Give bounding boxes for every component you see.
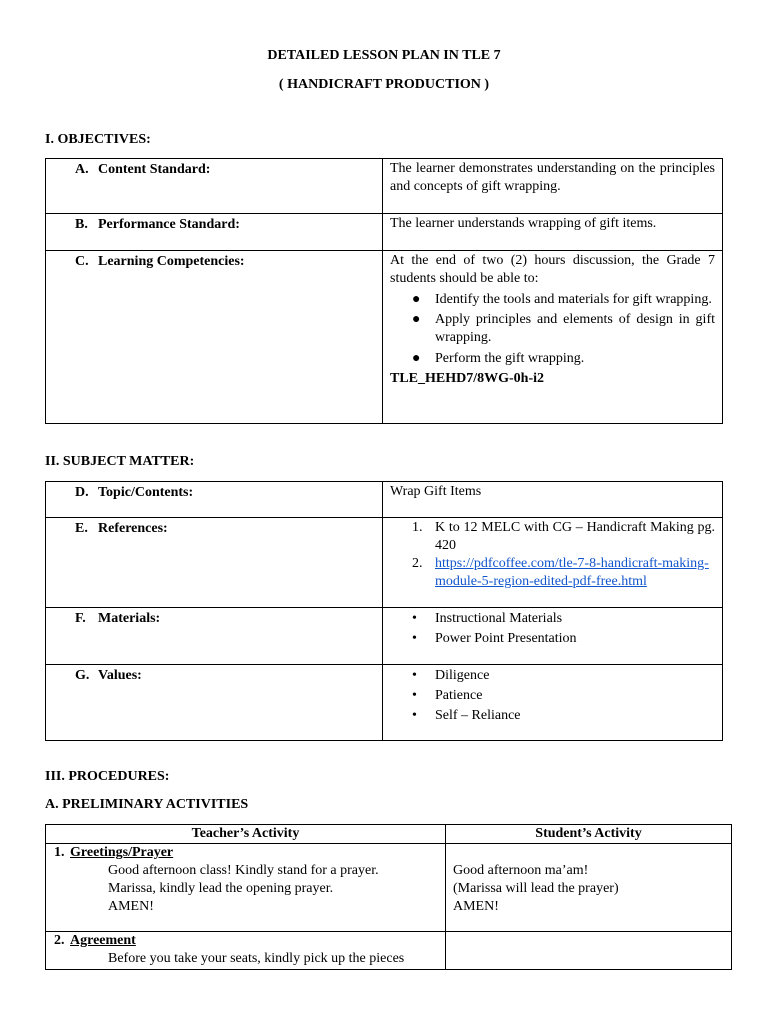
list-item-text: Patience bbox=[435, 688, 483, 703]
subject-matter-table bbox=[45, 481, 723, 741]
student-activity-header: Student’s Activity bbox=[446, 825, 732, 844]
row-label: Topic/Contents: bbox=[98, 485, 194, 500]
row-value: Wrap Gift Items bbox=[383, 482, 723, 518]
teacher-line: Marissa, kindly lead the opening prayer. bbox=[108, 881, 334, 896]
bullet-icon: ● bbox=[412, 312, 421, 327]
row-value: The learner demonstrates understanding on the principles and concepts of gift wrapping. bbox=[383, 159, 723, 214]
list-item-text: Identify the tools and materials for gift wrapping. bbox=[435, 292, 712, 307]
row-value: The learner understands wrapping of gift items. bbox=[383, 214, 723, 251]
teacher-line: AMEN! bbox=[108, 899, 154, 914]
row-label: Learning Competencies: bbox=[98, 254, 245, 269]
list-item bbox=[390, 707, 715, 725]
student-line: Good afternoon ma’am! bbox=[453, 863, 589, 878]
list-item-text: Instructional Materials bbox=[435, 611, 563, 626]
bullet-icon: • bbox=[412, 688, 417, 703]
reference-text: K to 12 MELC with CG – Handicraft Making pg. 420 bbox=[435, 520, 715, 553]
list-item bbox=[390, 291, 715, 309]
row-letter: F. bbox=[75, 611, 86, 626]
row-letter: D. bbox=[75, 485, 89, 500]
row-letter: A. bbox=[75, 162, 89, 177]
subject-row-references bbox=[46, 518, 723, 608]
list-item bbox=[390, 350, 715, 368]
bullet-icon: • bbox=[412, 668, 417, 683]
teacher-activity-header: Teacher’s Activity bbox=[46, 825, 446, 844]
list-number: 1. bbox=[412, 520, 423, 535]
list-item-text: Perform the gift wrapping. bbox=[435, 351, 585, 366]
teacher-line: Before you take your seats, kindly pick up the pieces bbox=[108, 951, 405, 966]
teacher-line: Good afternoon class! Kindly stand for a prayer. bbox=[108, 863, 379, 878]
document-title: DETAILED LESSON PLAN IN TLE 7 bbox=[267, 48, 501, 63]
competency-code: TLE_HEHD7/8WG-0h-i2 bbox=[390, 371, 545, 386]
student-line: (Marissa will lead the prayer) bbox=[453, 881, 619, 896]
document-subtitle: ( HANDICRAFT PRODUCTION ) bbox=[278, 77, 490, 92]
subject-matter-heading: II. SUBJECT MATTER: bbox=[45, 454, 195, 469]
list-item-text: Self – Reliance bbox=[435, 708, 521, 723]
student-cell-empty bbox=[446, 932, 732, 970]
subject-row-values bbox=[46, 665, 723, 741]
bullet-icon: ● bbox=[412, 292, 421, 307]
list-item-text: Apply principles and elements of design in gift wrapping. bbox=[435, 312, 715, 345]
competencies-intro: At the end of two (2) hours discussion, the Grade 7 students should be able to: bbox=[390, 253, 715, 286]
activities-table bbox=[45, 824, 732, 970]
step-title: 1. Greetings/Prayer bbox=[54, 845, 174, 860]
row-letter: E. bbox=[75, 521, 88, 536]
table-row bbox=[46, 844, 732, 932]
bullet-icon: • bbox=[412, 631, 417, 646]
student-line: AMEN! bbox=[453, 899, 499, 914]
row-letter: G. bbox=[75, 668, 90, 683]
row-label: Content Standard: bbox=[98, 162, 211, 177]
bullet-icon: • bbox=[412, 708, 417, 723]
values-list bbox=[390, 667, 715, 725]
step-title: 2. Agreement bbox=[54, 933, 136, 948]
list-item bbox=[390, 555, 715, 591]
table-row bbox=[46, 932, 732, 970]
objective-row-learning-competencies bbox=[46, 251, 723, 424]
reference-link[interactable]: https://pdfcoffee.com/tle-7-8-handicraft-making-module-5-region-edited-pdf-free.html bbox=[435, 556, 709, 589]
list-item bbox=[390, 667, 715, 685]
list-item-text: Diligence bbox=[435, 668, 490, 683]
list-item-text: Power Point Presentation bbox=[435, 631, 577, 646]
objectives-heading: I. OBJECTIVES: bbox=[45, 132, 151, 147]
objective-row-content-standard bbox=[46, 159, 723, 214]
list-item bbox=[390, 687, 715, 705]
subject-row-materials bbox=[46, 608, 723, 665]
list-item bbox=[390, 630, 715, 648]
preliminary-activities-heading: A. PRELIMINARY ACTIVITIES bbox=[45, 797, 249, 812]
objectives-table bbox=[45, 158, 723, 424]
row-label: References: bbox=[98, 521, 168, 536]
bullet-icon: ● bbox=[412, 351, 421, 366]
row-letter: B. bbox=[75, 217, 88, 232]
list-item bbox=[390, 519, 715, 555]
list-item bbox=[390, 311, 715, 347]
row-label: Materials: bbox=[98, 611, 161, 626]
procedures-heading: III. PROCEDURES: bbox=[45, 769, 170, 784]
row-letter: C. bbox=[75, 254, 89, 269]
materials-list bbox=[390, 610, 715, 648]
list-number: 2. bbox=[412, 556, 423, 571]
competencies-list bbox=[390, 291, 715, 368]
objective-row-performance-standard bbox=[46, 214, 723, 251]
bullet-icon: • bbox=[412, 611, 417, 626]
activities-header-row bbox=[46, 825, 732, 844]
subject-row-topic bbox=[46, 482, 723, 518]
references-list bbox=[390, 519, 715, 591]
row-label: Performance Standard: bbox=[98, 217, 240, 232]
row-label: Values: bbox=[98, 668, 142, 683]
list-item bbox=[390, 610, 715, 628]
